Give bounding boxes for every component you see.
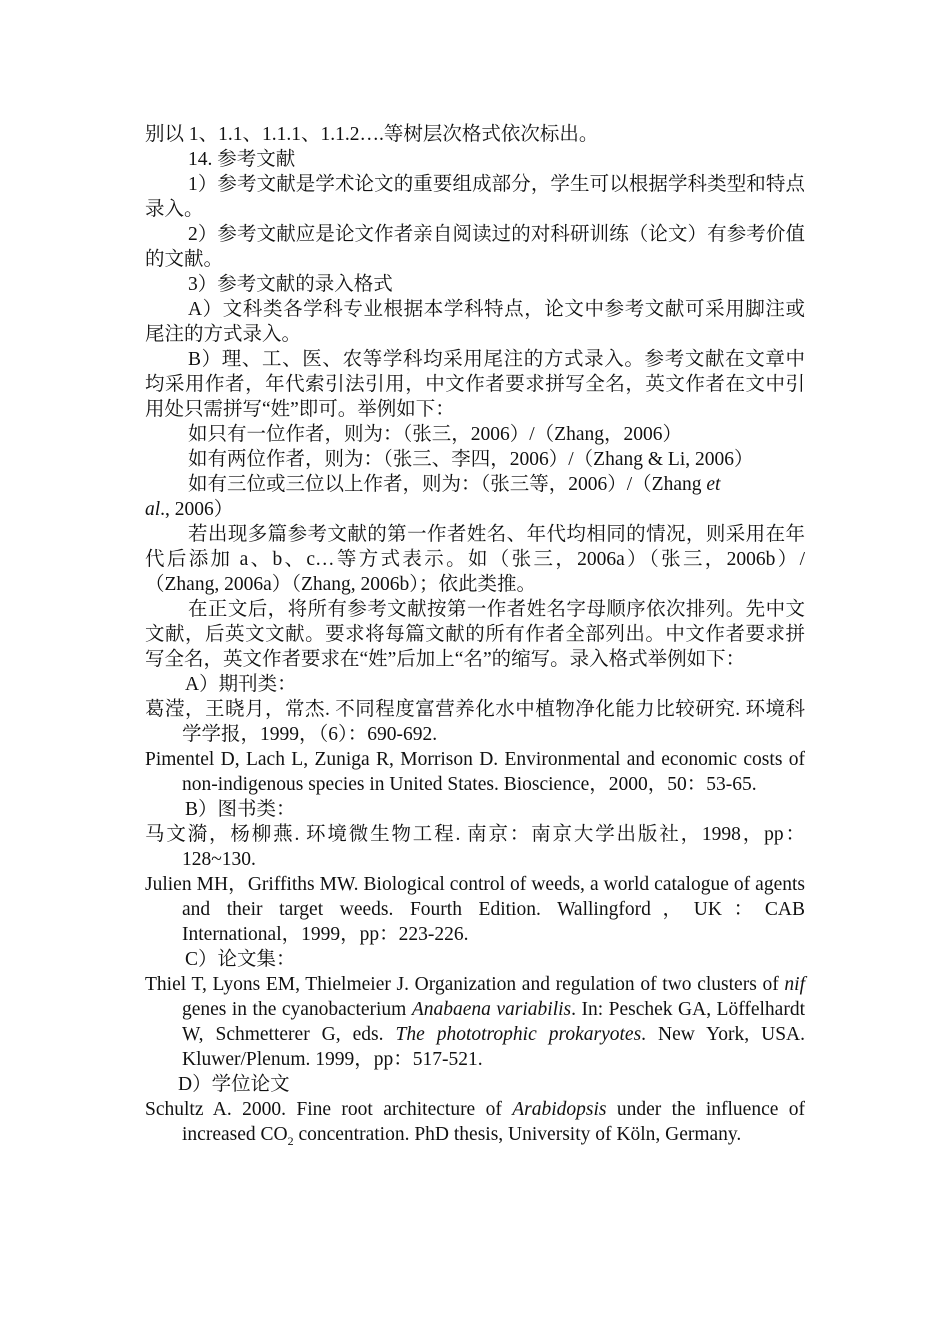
reference-journal-1: 葛滢，王晓月，常杰. 不同程度富营养化水中植物净化能力比较研究. 环境科学学报，1999，（6）：690-692.: [145, 699, 805, 745]
paragraph-item-1: 1）参考文献是学术论文的重要组成部分，学生可以根据学科类型和特点录入。: [145, 174, 805, 220]
document-body: [145, 122, 805, 1147]
paragraph-b: B）理、工、医、农等学科均采用尾注的方式录入。参考文献在文章中均采用作者，年代索引法引用，中文作者要求拼写全名，英文作者在文中引用处只需拼写“姓”即可。举例如下：: [145, 349, 805, 420]
category-proceedings: C）论文集：: [185, 949, 296, 970]
section-title: 14. 参考文献: [188, 149, 296, 170]
example-three-authors: [145, 472, 805, 522]
reference-proceedings-1: [145, 972, 805, 1072]
paragraph-multiple-refs: 若出现多篇参考文献的第一作者姓名、年代均相同的情况，则采用在年代后添加 a、b、c…等方式表示。如（张三，2006a）（张三，2006b）/（Zhang, 2006a）（Zhang, 2006b）；依此类推。: [145, 524, 805, 595]
et-al-italic: et al: [145, 474, 721, 520]
example-one-author: 如只有一位作者，则为：（张三，2006）/（Zhang，2006）: [188, 424, 682, 445]
example-three-text: 如有三位或三位以上作者，则为：（张三等，2006）/（Zhang: [188, 474, 707, 495]
ref-d1-genus-italic: Arabidopsis: [512, 1099, 607, 1120]
reference-book-1: 马文漪，杨柳燕. 环境微生物工程. 南京：南京大学出版社，1998，pp：128~130.: [145, 824, 805, 870]
example-two-authors: 如有两位作者，则为：（张三、李四，2006）/（Zhang & Li, 2006）: [188, 449, 754, 470]
ref-c1-part-c: genes in the cyanobacterium: [182, 999, 412, 1020]
category-thesis: D）学位论文: [178, 1074, 290, 1095]
example-three-end: ., 2006）: [160, 499, 234, 520]
ref-c1-part-g: . New York, USA. Kluwer/Plenum. 1999，pp：517-521.: [182, 1024, 805, 1070]
ref-d1-part-c: under the influence of increased CO: [182, 1099, 805, 1145]
ref-c1-part-a: Thiel T, Lyons EM, Thielmeier J. Organization and regulation of two clusters of: [145, 974, 785, 995]
ref-c1-book-title-italic: The phototrophic prokaryotes: [395, 1024, 642, 1045]
ref-d1-part-a: Schultz A. 2000. Fine root architecture of: [145, 1099, 513, 1120]
heading-numbering-note: 别以 1、1.1、1.1.1、1.1.2….等树层次格式依次标出。: [145, 124, 599, 145]
ref-c1-gene-italic: nif: [784, 974, 805, 995]
category-journal: A）期刊类：: [185, 674, 297, 695]
reference-journal-2: Pimentel D, Lach L, Zuniga R, Morrison D. Environmental and economic costs of non-indigenous species in United States. Bioscience，2000，50：53-65.: [145, 749, 805, 795]
paragraph-reference-list: 在正文后，将所有参考文献按第一作者姓名字母顺序依次排列。先中文文献，后英文文献。要求将每篇文献的所有作者全部列出。中文作者要求拼写全名，英文作者要求在“姓”后加上“名”的缩写。录入格式举例如下：: [145, 599, 805, 670]
ref-d1-part-d: concentration. PhD thesis, University of Köln, Germany.: [293, 1124, 742, 1145]
reference-book-2: Julien MH，Griffiths MW. Biological control of weeds, a world catalogue of agents and their target weeds. Fourth Edition. Wallingford，UK：CAB International，1999，pp：223-226.: [145, 874, 805, 945]
ref-d1-subscript: 2: [287, 1133, 294, 1148]
paragraph-a: A）文科类各学科专业根据本学科特点，论文中参考文献可采用脚注或尾注的方式录入。: [145, 299, 805, 345]
paragraph-item-2: 2）参考文献应是论文作者亲自阅读过的对科研训练（论文）有参考价值的文献。: [145, 224, 805, 270]
ref-c1-species-italic: Anabaena variabilis: [411, 999, 572, 1020]
category-book: B）图书类：: [185, 799, 296, 820]
paragraph-item-3: 3）参考文献的录入格式: [188, 274, 393, 295]
ref-c1-part-e: . In: Peschek GA, Löffelhardt W, Schmetterer G, eds.: [182, 999, 805, 1045]
reference-thesis-1: [145, 1097, 805, 1147]
